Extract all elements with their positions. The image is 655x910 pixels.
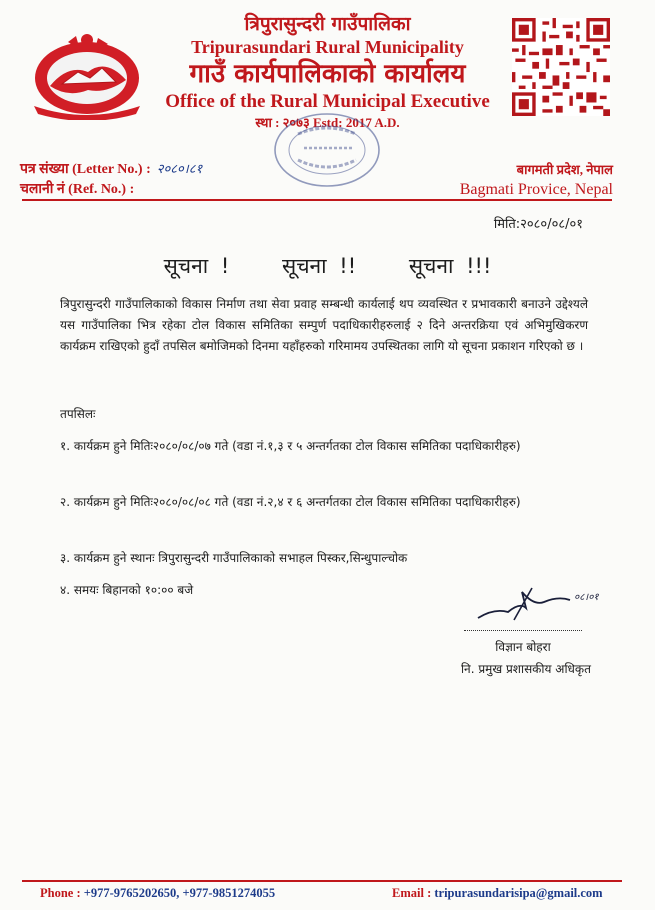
signature-line [464, 630, 582, 631]
office-name-en: Office of the Rural Municipal Executive [165, 91, 490, 112]
official-stamp [268, 104, 386, 196]
municipality-name-np: त्रिपुरासुन्दरी गाउँपालिका [244, 13, 411, 35]
footer-divider [22, 880, 622, 882]
signatory-title: नि. प्रमुख प्रशासकीय अधिकृत [460, 662, 591, 676]
email-label: Email : [392, 886, 432, 900]
established-line: स्था : २०७३ Estd: 2017 A.D. [255, 115, 400, 130]
province-en: Bagmati Provice, Nepal [459, 181, 613, 198]
header-divider [22, 199, 612, 201]
office-name-np: गाउँ कार्यपालिकाको कार्यालय [189, 59, 466, 89]
handwritten-date: ०८।०१ [574, 592, 599, 603]
email-value: tripurasundarisipa@gmail.com [434, 886, 603, 900]
footer-email [392, 886, 603, 901]
reference-block [20, 160, 202, 200]
notice-heading-2: सूचना !! [282, 254, 357, 278]
notice-heading-1: सूचना ! [163, 254, 230, 278]
municipality-name-en: Tripurasundari Rural Municipality [191, 37, 464, 57]
qr-code-icon [512, 18, 610, 116]
phone-value: +977-9765202650, +977-9851274055 [83, 886, 276, 900]
signatory-name: विज्ञान बोहरा [495, 640, 551, 654]
province-block [460, 160, 613, 200]
ref-no-label: चलानी नं (Ref. No.) : [20, 182, 135, 197]
footer-phone [40, 886, 275, 901]
detail-item-2: २. कार्यक्रम हुने मितिः२०८०/०८/०८ गते (वडा नं.२,४ र ६ अन्तर्गतका टोल विकास समितिका पदाधिकारीहरु) [60, 495, 521, 509]
phone-label: Phone : [40, 886, 81, 900]
detail-item-4: ४. समयः बिहानको १०:०० बजे [60, 583, 194, 597]
detail-item-1: १. कार्यक्रम हुने मितिः२०८०/०८/०७ गते (वडा नं.१,३ र ५ अन्तर्गतका टोल विकास समितिका पदाधिकारीहरु) [60, 439, 521, 453]
handwritten-signature [474, 578, 624, 630]
nepal-emblem-logo [28, 28, 146, 120]
letter-no-label: पत्र संख्या (Letter No.) : [20, 162, 151, 177]
letter-no-value: २०८०।८१ [156, 162, 203, 177]
province-np: बागमती प्रदेश, नेपाल [516, 162, 613, 177]
notice-paragraph: त्रिपुरासुन्दरी गाउँपालिकाको विकास निर्माण तथा सेवा प्रवाह सम्बन्धी कार्यलाई थप व्यवस्थित र प्रभावकारी बनाउने उद्देश्यले यस गाउँपालिका भित्र रहेका टोल विकास समितिका सम्पुर्ण पदाधिकारीहरुलाई २ दिने अन्तरक्रिया एवं अभिमुखिकरण कार्यक्रम राखिएको हुदाँ तपसिल बमोजिमको दिनमा यहाँहरुको गरिमामय उपस्थितका लागि यो सूचना प्रकाशन गरिएको छ । [60, 297, 588, 353]
detail-item-3: ३. कार्यक्रम हुने स्थानः त्रिपुरासुन्दरी गाउँपालिकाको सभाहल पिस्कर,सिन्धुपाल्चोक [60, 551, 408, 565]
notice-date: मिति:२०८०/०८/०१ [493, 217, 583, 232]
notice-heading [0, 252, 655, 280]
details-heading: तपसिलः [60, 407, 96, 421]
notice-heading-3: सूचना !!! [408, 254, 492, 278]
